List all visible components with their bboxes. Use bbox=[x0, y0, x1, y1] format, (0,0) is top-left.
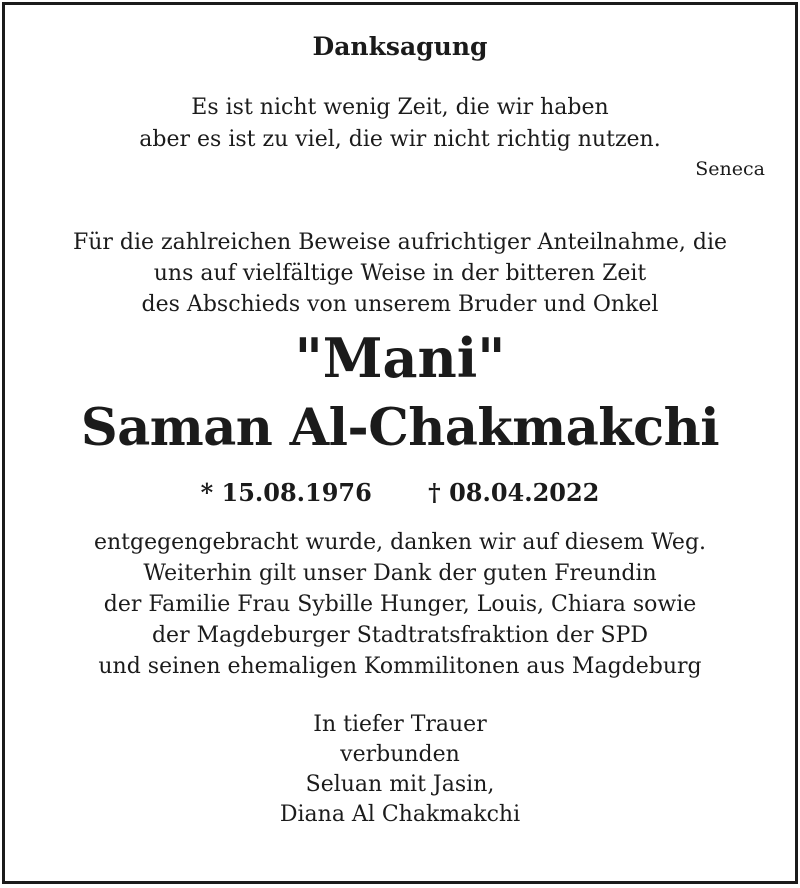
thanks-line: der Familie Frau Sybille Hunger, Louis, Chiara sowie bbox=[103, 592, 697, 617]
thanks-line: Weiterhin gilt unser Dank der guten Freundin bbox=[143, 561, 657, 586]
thanks-text bbox=[0, 527, 800, 682]
deceased-nickname: "Mani" bbox=[294, 326, 506, 390]
heading: Danksagung bbox=[312, 32, 488, 61]
quote-author: Seneca bbox=[695, 158, 765, 180]
thanks-line: entgegengebracht wurde, danken wir auf diesem Weg. bbox=[93, 530, 707, 555]
intro-text bbox=[0, 227, 800, 320]
signature-line: Seluan mit Jasin, bbox=[305, 772, 495, 797]
signature-block bbox=[0, 710, 800, 830]
quote-line: Es ist nicht wenig Zeit, die wir haben bbox=[191, 95, 609, 120]
signature-line: Diana Al Chakmakchi bbox=[279, 802, 521, 827]
birth-date: * 15.08.1976 bbox=[200, 478, 372, 507]
death-date: † 08.04.2022 bbox=[428, 478, 600, 507]
signature-line: verbunden bbox=[340, 742, 460, 767]
quote bbox=[0, 92, 800, 156]
life-dates bbox=[0, 474, 800, 512]
quote-line: aber es ist zu viel, die wir nicht richtig nutzen. bbox=[139, 127, 661, 152]
thanks-line: und seinen ehemaligen Kommilitonen aus Magdeburg bbox=[98, 654, 702, 679]
deceased-name: Saman Al-Chakmakchi bbox=[80, 398, 720, 458]
signature-line: In tiefer Trauer bbox=[313, 712, 487, 737]
thanks-line: der Magdeburger Stadtratsfraktion der SPD bbox=[151, 623, 649, 648]
intro-line: des Abschieds von unserem Bruder und Onkel bbox=[141, 292, 659, 317]
intro-line: Für die zahlreichen Beweise aufrichtiger Anteilnahme, die bbox=[72, 230, 728, 255]
intro-line: uns auf vielfältige Weise in der bitteren Zeit bbox=[153, 261, 647, 286]
